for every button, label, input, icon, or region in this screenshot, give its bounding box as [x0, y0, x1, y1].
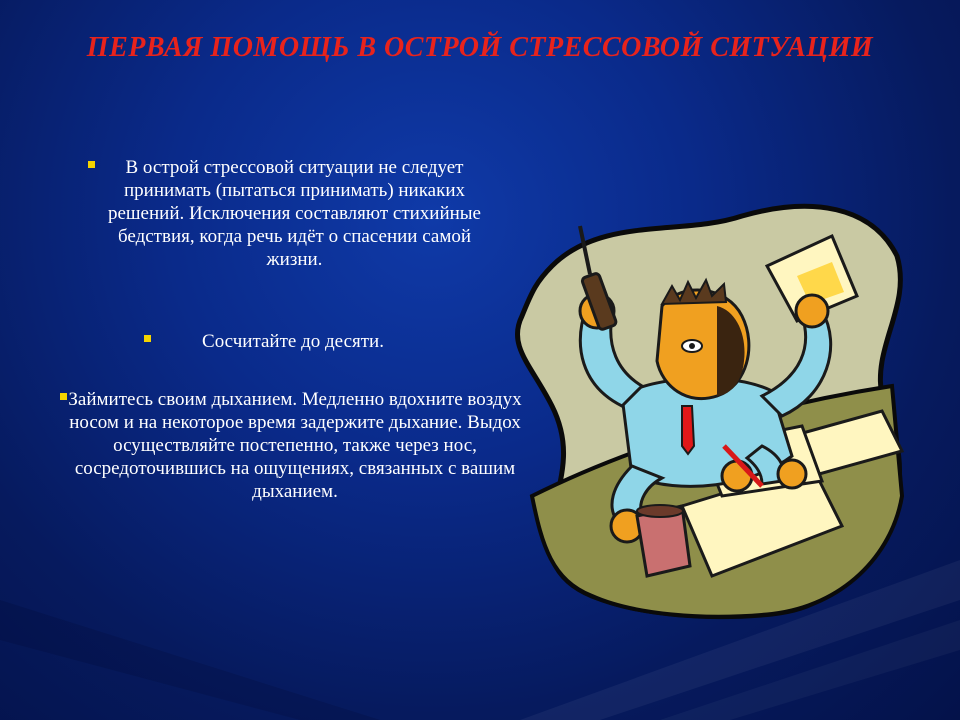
- bullet-marker-icon: [60, 393, 67, 400]
- slide-title: ПЕРВАЯ ПОМОЩЬ В ОСТРОЙ СТРЕССОВОЙ СИТУАЦИИ: [86, 32, 874, 63]
- stressed-worker-illustration: [512, 196, 912, 626]
- bullet-text: Займитесь своим дыханием. Медленно вдохните воздух носом и на некоторое время задержите дыхание. Выдох осуществляйте постепенно, также через нос, сосредоточившись на ощущениях, связанных с вашим дыханием.: [68, 389, 522, 502]
- bullet-text: Сосчитайте до десяти.: [202, 331, 384, 352]
- bullet-marker-icon: [88, 161, 95, 168]
- bullet-text: В острой стрессовой ситуации не следует принимать (пытаться принимать) никаких решений. Исключения составляют стихийные бедствия, когда речь идёт о спасении самой жизни.: [107, 157, 481, 270]
- bullet-marker-icon: [144, 335, 151, 342]
- bullet-item: [60, 388, 530, 503]
- bullet-item: [92, 156, 497, 271]
- bullet-item: [148, 330, 438, 353]
